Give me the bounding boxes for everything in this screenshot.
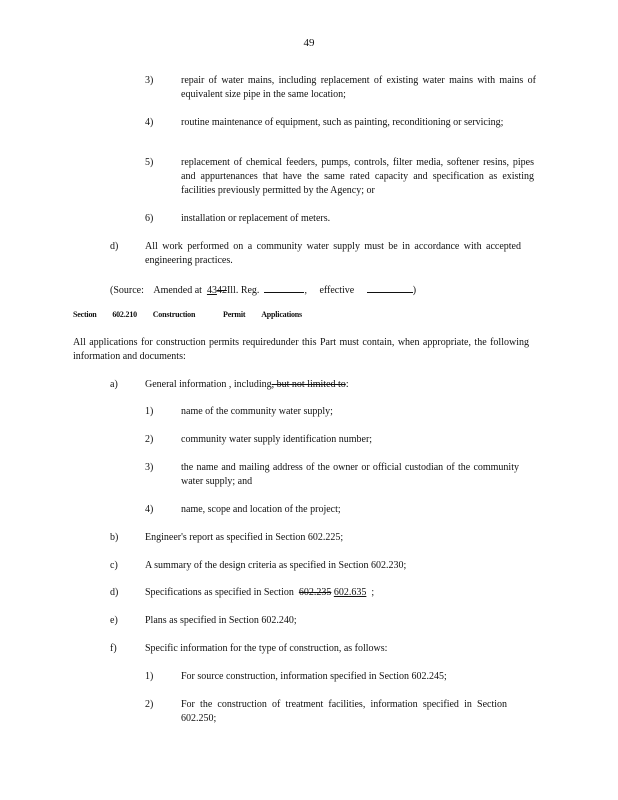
item-text: community water supply identification number; [181,434,373,445]
item-text: For the construction of treatment facilities, information specified in Section 602.250; [181,699,507,724]
item-text: name of the community water supply; [181,406,333,417]
item-text: Engineer's report as specified in Section 602.225; [145,532,344,543]
item-label: d) [110,241,119,252]
page-number: 49 [303,37,315,49]
source-note: (Source: Amended at 4342Ill. Reg. , effective ) [110,282,416,298]
item-label: 1) [145,671,154,682]
item-text: repair of water mains, including replacement of existing water mains with mains of equivalent size pipe in the same location; [181,75,536,100]
item-label: 1) [145,406,154,417]
item-text: installation or replacement of meters. [181,213,331,224]
item-text: For source construction, information specified in Section 602.245; [181,671,447,682]
item-label: 5) [145,157,154,168]
section-heading: Section 602.210 Construction Permit Applications [73,310,302,319]
intro-paragraph: All applications for construction permits requiredunder this Part must contain, when appropriate, the following information and documents: [73,337,529,362]
item-text: the name and mailing address of the owner or official custodian of the community water supply; and [181,462,519,487]
item-label: e) [110,615,118,626]
struck-number: 42 [216,285,227,296]
item-text: replacement of chemical feeders, pumps, controls, filter media, softener resins, pipes and appurtenances that have the same rated capacity and specification as existing facilities previously permitted by the Agency; or [181,157,534,196]
item-text: Specifications as specified in Section 602.235 602.635 ; [145,587,375,598]
inserted-number: 43 [206,285,217,296]
struck-section: 602.235 [298,587,332,598]
item-text: name, scope and location of the project; [181,504,341,515]
item-label: 2) [145,699,154,710]
volume-blank [264,282,304,293]
item-text: General information , including, but not limited to: [145,379,349,390]
item-label: 6) [145,213,154,224]
inserted-section: 602.635 [333,587,367,598]
item-label: a) [110,379,118,390]
item-label: 3) [145,75,154,86]
item-text: Specific information for the type of construction, as follows: [145,643,388,654]
item-label: 4) [145,504,154,515]
item-text: routine maintenance of equipment, such as painting, reconditioning or servicing; [181,117,504,128]
effective-date-blank [367,282,413,293]
item-text: All work performed on a community water supply must be in accordance with accepted engineering practices. [145,241,521,266]
item-label: 2) [145,434,154,445]
item-label: d) [110,587,119,598]
item-label: f) [110,643,117,654]
item-label: 3) [145,462,154,473]
item-label: 4) [145,117,154,128]
item-text: A summary of the design criteria as specified in Section 602.230; [145,560,407,571]
item-text: Plans as specified in Section 602.240; [145,615,297,626]
item-label: b) [110,532,119,543]
item-label: c) [110,560,118,571]
